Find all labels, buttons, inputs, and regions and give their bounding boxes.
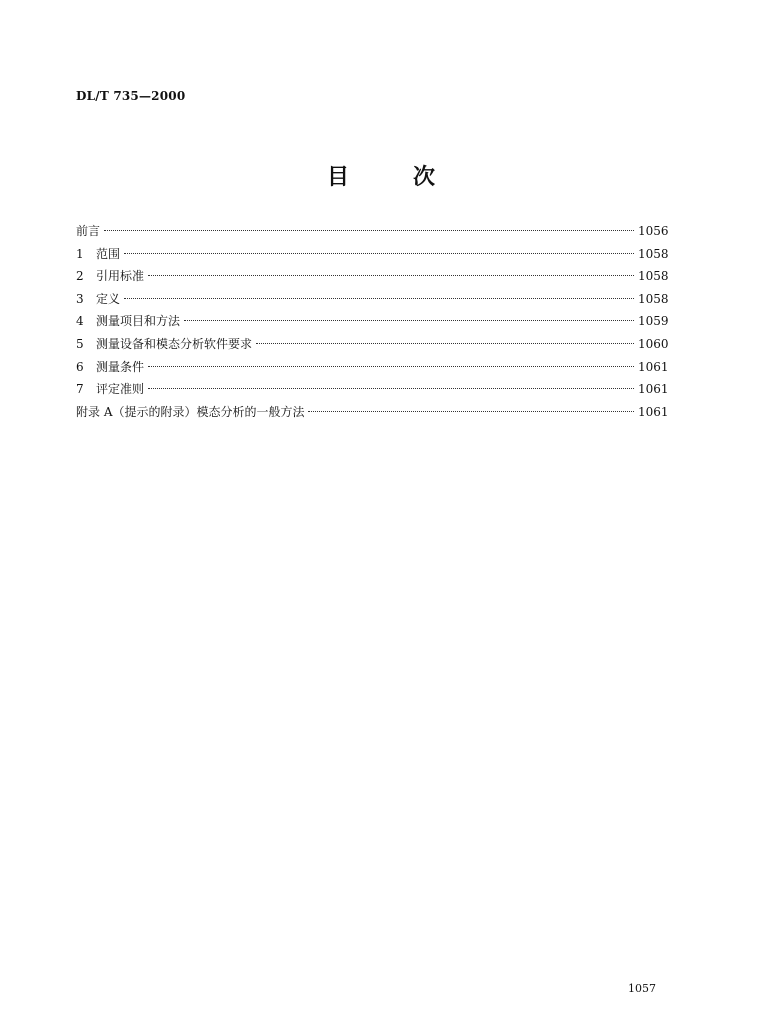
toc-entry-label: 评定准则 xyxy=(96,382,145,397)
toc-leader-dots xyxy=(148,275,634,276)
toc-entry-4[interactable] xyxy=(76,310,668,333)
toc-entry-number: 6 xyxy=(76,359,84,374)
toc-leader-dots xyxy=(148,366,634,367)
toc-leader-dots xyxy=(124,298,634,299)
toc-entry-label: 定义 xyxy=(96,291,121,306)
toc-entry-label: 测量条件 xyxy=(96,359,145,374)
toc-entry-page: 1058 xyxy=(638,246,669,261)
toc-entry-page: 1061 xyxy=(638,382,669,397)
toc-entry-number: 1 xyxy=(76,246,84,261)
toc-entry-label: 附录 A（提示的附录）模态分析的一般方法 xyxy=(76,404,305,419)
toc-entry-3[interactable] xyxy=(76,288,668,311)
toc-leader-dots xyxy=(184,320,634,321)
toc-entry-page: 1058 xyxy=(638,291,669,306)
toc-entry-label: 范围 xyxy=(96,246,121,261)
table-of-contents xyxy=(76,220,668,423)
toc-entry-page: 1059 xyxy=(638,314,669,329)
toc-leader-dots xyxy=(148,388,634,389)
toc-entry-appendix-a[interactable] xyxy=(76,401,668,424)
toc-entry-label: 引用标准 xyxy=(96,269,145,284)
toc-entry-page: 1061 xyxy=(638,359,669,374)
toc-entry-label: 测量项目和方法 xyxy=(96,314,181,329)
toc-entry-2[interactable] xyxy=(76,265,668,288)
toc-entry-6[interactable] xyxy=(76,356,668,379)
toc-entry-1[interactable] xyxy=(76,243,668,266)
toc-entry-foreword[interactable] xyxy=(76,220,668,243)
toc-entry-5[interactable] xyxy=(76,333,668,356)
page-number: 1057 xyxy=(628,982,656,995)
document-code: DL/T 735—2000 xyxy=(76,89,186,103)
toc-entry-number: 5 xyxy=(76,336,84,351)
toc-entry-page: 1056 xyxy=(638,224,669,238)
toc-entry-label: 前言 xyxy=(76,224,101,238)
toc-entry-page: 1061 xyxy=(638,404,669,419)
title-char-2: 次 xyxy=(413,165,436,190)
toc-leader-dots xyxy=(308,411,634,412)
toc-entry-number: 2 xyxy=(76,269,84,284)
toc-entry-page: 1060 xyxy=(638,336,669,351)
toc-entry-page: 1058 xyxy=(638,269,669,284)
toc-entry-7[interactable] xyxy=(76,378,668,401)
title-char-1: 目 xyxy=(326,165,349,190)
toc-leader-dots xyxy=(104,230,634,231)
toc-entry-number: 7 xyxy=(76,382,84,397)
toc-entry-number: 3 xyxy=(76,291,84,306)
toc-entry-label: 测量设备和模态分析软件要求 xyxy=(96,336,253,351)
toc-entry-number: 4 xyxy=(76,314,84,329)
toc-leader-dots xyxy=(124,253,634,254)
toc-leader-dots xyxy=(256,343,634,344)
page-title xyxy=(0,160,762,191)
